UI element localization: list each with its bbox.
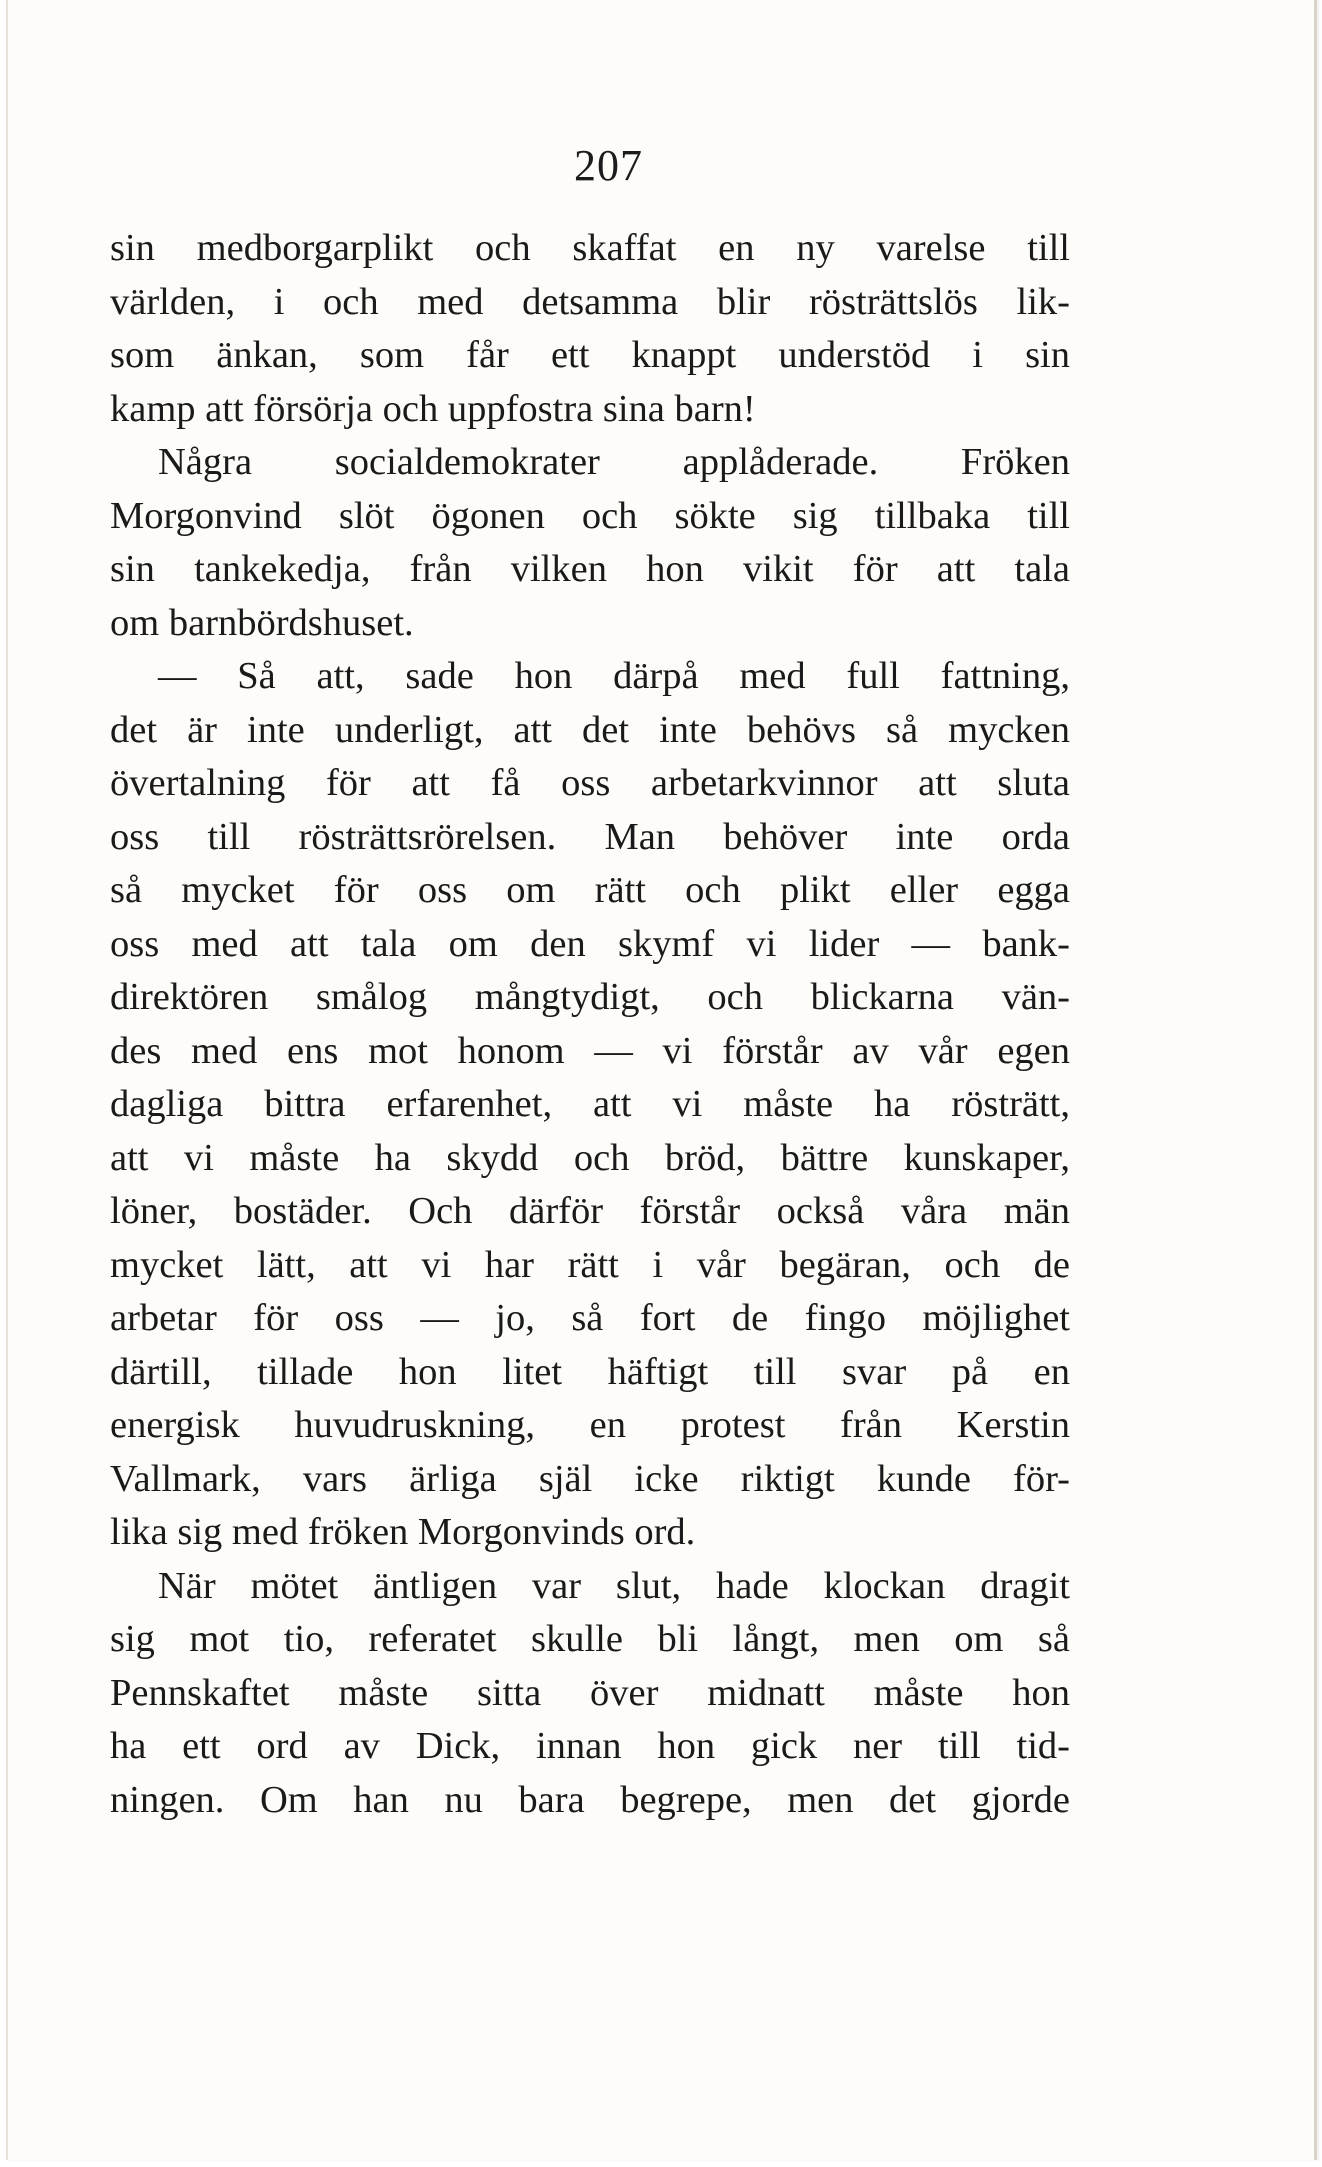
text-line: des med ens mot honom — vi förstår av vår egen	[110, 1029, 1070, 1072]
text-line: mycket lätt, att vi har rätt i vår begäran, och de	[110, 1243, 1070, 1286]
text-line: det är inte underligt, att det inte behövs så mycken	[110, 708, 1070, 751]
text-line: som änkan, som får ett knappt understöd i sin	[110, 334, 1070, 376]
text-line: — Så att, sade hon därpå med full fattning,	[158, 655, 1070, 697]
text-line: Några socialdemokrater applåderade. Fröken	[158, 441, 1070, 483]
text-line: ningen. Om han nu bara begrepe, men det gjorde	[110, 1778, 1070, 1821]
text-line: så mycket för oss om rätt och plikt eller egga	[110, 869, 1070, 911]
text-line: sin tankekedja, från vilken hon vikit för att tala	[110, 548, 1070, 590]
text-line: löner, bostäder. Och därför förstår också våra män	[110, 1190, 1070, 1232]
text-line: Vallmark, vars ärliga själ icke riktigt kunde för-	[110, 1457, 1070, 1500]
text-line: sin medborgarplikt och skaffat en ny varelse till	[110, 227, 1070, 269]
text-line: kamp att försörja och uppfostra sina barn!	[110, 387, 756, 430]
text-line: oss med att tala om den skymf vi lider — bank-	[110, 922, 1070, 965]
text-line: Pennskaftet måste sitta över midnatt måste hon	[110, 1671, 1070, 1714]
text-line: sig mot tio, referatet skulle bli långt, men om så	[110, 1618, 1070, 1660]
text-line: arbetar för oss — jo, så fort de fingo möjlighet	[110, 1297, 1070, 1339]
text-line: dagliga bittra erfarenhet, att vi måste ha rösträtt,	[110, 1083, 1070, 1125]
text-line: Morgonvind slöt ögonen och sökte sig tillbaka till	[110, 494, 1070, 537]
text-line: världen, i och med detsamma blir rösträttslös lik-	[110, 280, 1070, 323]
text-line: lika sig med fröken Morgonvinds ord.	[110, 1511, 696, 1553]
body-text	[110, 222, 1070, 1827]
text-line: oss till rösträttsrörelsen. Man behöver inte orda	[110, 815, 1070, 858]
text-line: energisk huvudruskning, en protest från Kerstin	[110, 1404, 1070, 1446]
text-line: övertalning för att få oss arbetarkvinnor att sluta	[110, 762, 1070, 804]
text-line: att vi måste ha skydd och bröd, bättre kunskaper,	[110, 1136, 1070, 1179]
text-line: ha ett ord av Dick, innan hon gick ner till tid-	[110, 1725, 1070, 1767]
text-line: därtill, tillade hon litet häftigt till svar på en	[110, 1350, 1070, 1393]
text-line: direktören smålog mångtydigt, och blickarna vän-	[110, 976, 1070, 1018]
text-line: När mötet äntligen var slut, hade klockan dragit	[158, 1564, 1070, 1607]
text-line: om barnbördshuset.	[110, 601, 414, 644]
page-number: 207	[574, 141, 643, 190]
